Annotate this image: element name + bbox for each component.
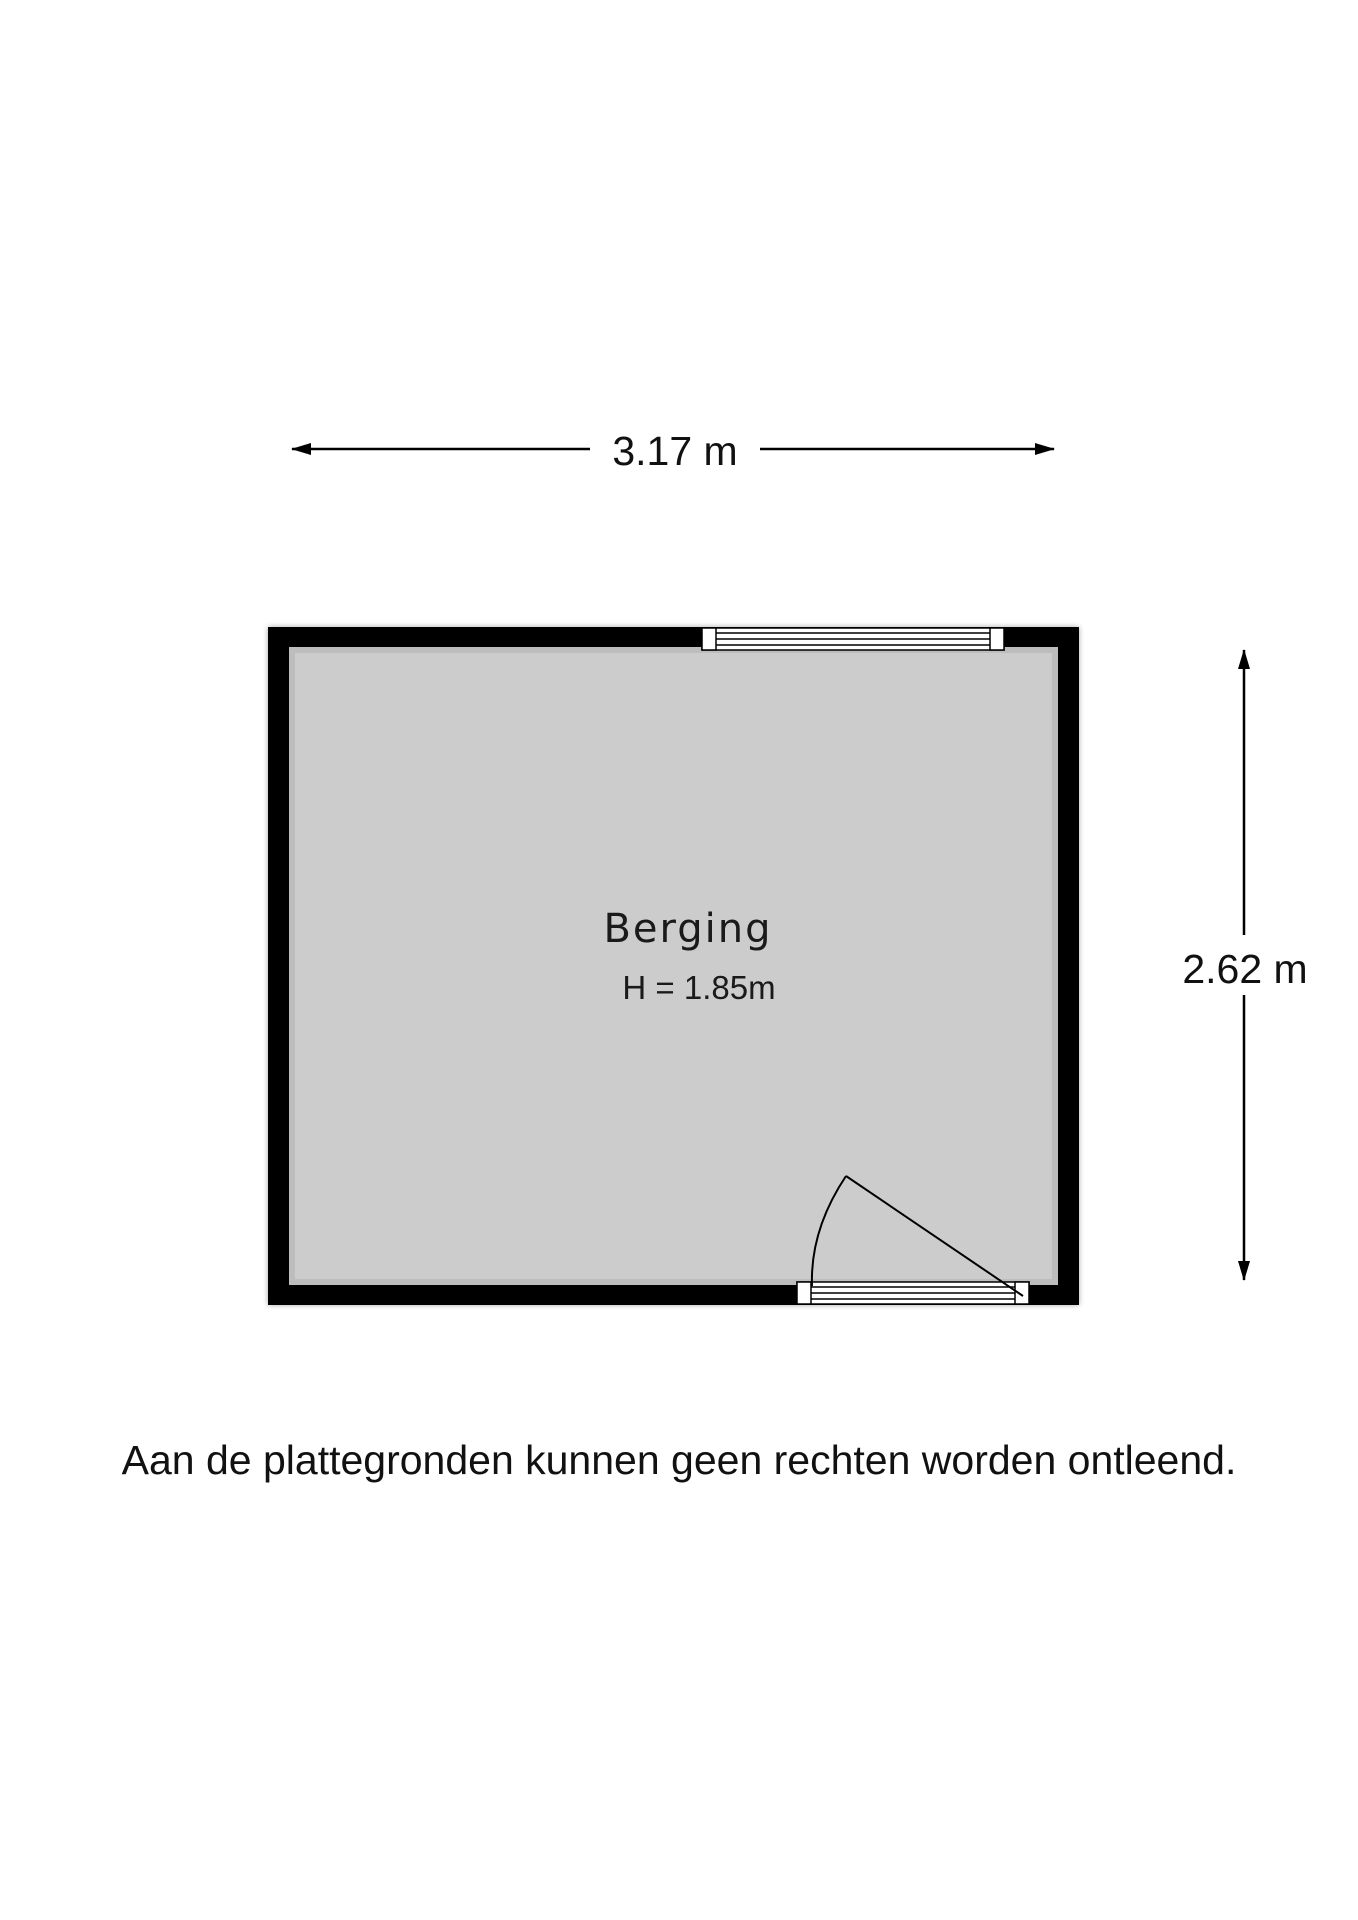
room-height-label: H = 1.85m [622,969,776,1006]
width-dimension [292,428,1054,474]
room-floor [292,650,1055,1282]
height-dimension-label: 2.62 m [1182,946,1308,992]
room-name: Berging [603,906,773,952]
height-dimension [1182,650,1307,1280]
room-berging [268,627,1079,1305]
disclaimer-text: Aan de plattegronden kunnen geen rechten worden ontleend. [121,1437,1237,1483]
width-dimension-label: 3.17 m [612,428,738,474]
window-top [702,628,1004,650]
